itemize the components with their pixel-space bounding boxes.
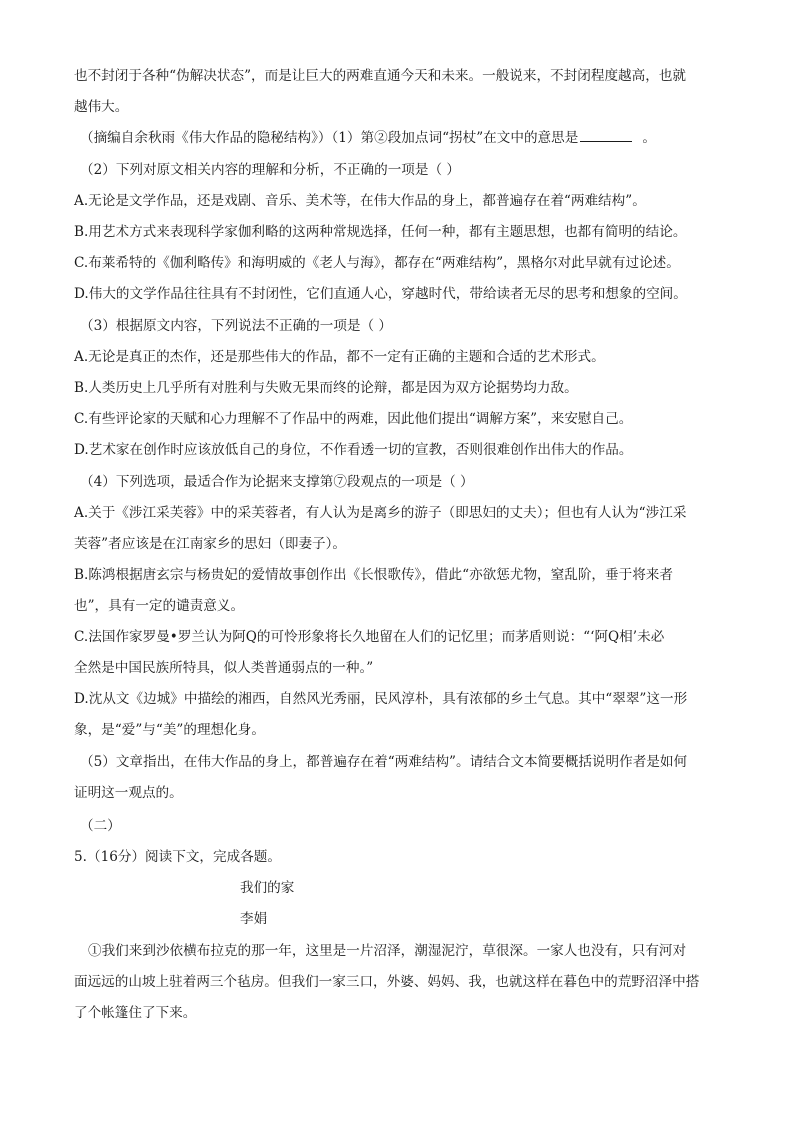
article-title: 我们的家 <box>240 880 295 896</box>
paragraph-line: 也不封闭于各种“伪解决状态”，而是让巨大的两难直通今天和未来。一般说来，不封闭程度越高，也就 <box>74 68 687 84</box>
section-question: 5.（16分）阅读下文，完成各题。 <box>74 849 281 865</box>
question-2-option-a: A.无论是文学作品，还是戏剧、音乐、美术等，在伟大作品的身上，都普遍存在着“两难结构”。 <box>74 193 646 209</box>
article-paragraph-line: ①我们来到沙依横布拉克的那一年，这里是一片沼泽，潮湿泥泞，草很深。一家人也没有，只有河对 <box>88 943 687 959</box>
question-3-stem: （3）根据原文内容，下列说法不正确的一项是（ ） <box>80 318 393 334</box>
question-3-option-c: C.有些评论家的天赋和心力理解不了作品中的两难，因此他们提出“调解方案”，来安慰自己。 <box>74 411 633 427</box>
question-2-option-d: D.伟大的文学作品往往具有不封闭性，它们直通人心，穿越时代，带给读者无尽的思考和想象的空间。 <box>74 286 687 302</box>
article-paragraph-line: 面远远的山坡上驻着两三个毡房。但我们一家三口，外婆、妈妈、我，也就这样在暮色中的荒野沼泽中搭 <box>74 974 700 990</box>
question-4-option-d-cont: 象，是“爱”与“美”的理想化身。 <box>74 722 265 738</box>
article-paragraph-line: 了个帐篷住了下来。 <box>74 1005 197 1021</box>
question-5-stem: （5）文章指出，在伟大作品的身上，都普遍存在着“两难结构”。请结合文本简要概括说明作者是如何 <box>80 754 688 770</box>
question-4-option-b-cont: 也”，具有一定的谴责意义。 <box>74 598 245 614</box>
article-author: 李娟 <box>240 911 268 927</box>
question-5-stem-cont: 证明这一观点的。 <box>74 785 183 801</box>
source-text: （摘编自余秋雨《伟大作品的隐秘结构》）（1）第②段加点词“拐杖”在文中的意思是 <box>80 130 579 146</box>
question-2-option-c: C.布莱希特的《伽利略传》和海明威的《老人与海》，都存在“两难结构”，黑格尔对此早就有过论述。 <box>74 255 680 271</box>
paragraph-line: 越伟大。 <box>74 99 129 115</box>
question-3-option-b: B.人类历史上几乎所有对胜利与失败无果而终的论辩，都是因为双方论据势均力敌。 <box>74 380 578 396</box>
question-3-option-a: A.无论是真正的杰作，还是那些伟大的作品，都不一定有正确的主题和合适的艺术形式。 <box>74 349 605 365</box>
question-4-option-d: D.沈从文《边城》中描绘的湘西，自然风光秀丽，民风淳朴，具有浓郁的乡土气息。其中“翠翠”这一形 <box>74 691 688 707</box>
source-and-question-1 <box>80 128 656 148</box>
question-2-stem: （2）下列对原文相关内容的理解和分析，不正确的一项是（ ） <box>80 162 460 178</box>
question-4-option-c-cont: 全然是中国民族所特具，似人类普通弱点的一种。” <box>74 660 374 676</box>
question-4-option-a: A.关于《涉江采芙蓉》中的采芙蓉者，有人认为是离乡的游子（即思妇的丈夫）；但也有人认为“涉江采 <box>74 505 687 521</box>
section-label: （二） <box>80 818 121 834</box>
question-2-option-b: B.用艺术方式来表现科学家伽利略的这两种常规选择，任何一种，都有主题思想，也都有简明的结论。 <box>74 224 687 240</box>
question-3-option-d: D.艺术家在创作时应该放低自己的身位，不作看透一切的宣教，否则很难创作出伟大的作品。 <box>74 442 633 458</box>
question-4-option-a-cont: 芙蓉”者应该是在江南家乡的思妇（即妻子）。 <box>74 536 347 552</box>
question-4-stem: （4）下列选项，最适合作为论据来支撑第⑦段观点的一项是（ ） <box>80 474 474 490</box>
source-end: 。 <box>642 130 656 146</box>
question-4-option-b: B.陈鸿根据唐玄宗与杨贵妃的爱情故事创作出《长恨歌传》，借此“亦欲惩尤物，窒乱阶，垂于将来者 <box>74 567 673 583</box>
question-4-option-c: C.法国作家罗曼•罗兰认为阿Q的可怜形象将长久地留在人们的记忆里；而茅盾则说：“‘阿Q相’未必 <box>74 629 665 645</box>
answer-blank[interactable] <box>580 128 632 142</box>
